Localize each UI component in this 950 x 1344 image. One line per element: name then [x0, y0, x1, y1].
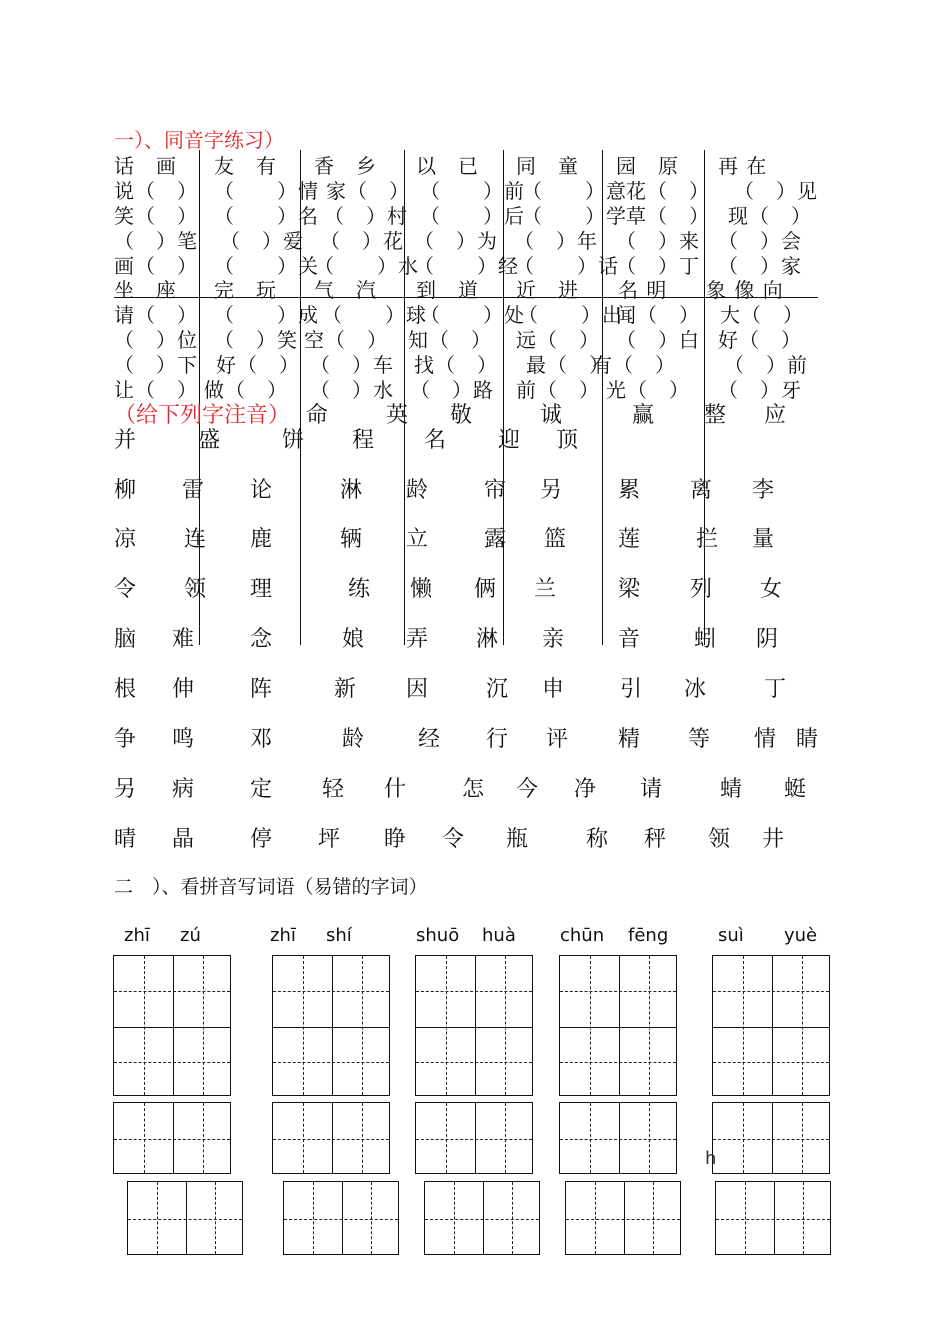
section1-title: 一）、同音字练习） [114, 128, 284, 152]
char: 列 [690, 577, 713, 602]
homophone-row [114, 200, 834, 228]
grid-guide-line [128, 1219, 242, 1220]
char: 梁 [618, 577, 641, 602]
fill-cell: （ ）为 [414, 229, 498, 253]
char-row [114, 822, 834, 852]
grid-guide-line [560, 991, 676, 992]
char: 等 [688, 727, 711, 752]
grid-guide-line [560, 1139, 676, 1140]
char: 定 [250, 777, 273, 802]
fill-cell: （ ）村 [324, 204, 408, 228]
writing-grid-box[interactable] [559, 1102, 677, 1174]
char: 量 [752, 527, 775, 552]
grid-guide-line [745, 1182, 746, 1254]
char: 争 [114, 727, 137, 752]
grid-guide-line [505, 1103, 506, 1173]
header-cell: 香 乡 [314, 154, 377, 178]
writing-grid-box[interactable] [113, 1102, 231, 1174]
grid-cell-divider [772, 1103, 773, 1173]
char-row [114, 672, 834, 702]
fill-cell: 空（ ） [304, 328, 388, 352]
char: 停 [250, 827, 273, 852]
char-row [114, 473, 834, 503]
grid-guide-line [560, 1062, 676, 1063]
char: 敬 [450, 403, 473, 428]
homophone-row [114, 250, 834, 278]
homophone-header-row [114, 274, 834, 302]
char: 净 [574, 777, 597, 802]
fill-cell: 做（ ） [204, 378, 288, 402]
char: 今 [516, 777, 539, 802]
fill-cell: 光（ ） [606, 378, 690, 402]
header-cell: 到 道 [416, 278, 479, 302]
fill-cell: （ ）花 [320, 229, 404, 253]
grid-guide-line [512, 1182, 513, 1254]
char: 程 [352, 428, 375, 453]
fill-cell: 找（ ） [414, 353, 498, 377]
fill-cell: （ ）后 [420, 204, 525, 228]
char: 离 [690, 478, 713, 503]
grid-cell-divider [342, 1182, 343, 1254]
grid-cell-divider [173, 1103, 174, 1173]
char: 鸣 [172, 727, 195, 752]
char: 丁 [764, 677, 787, 702]
char: 诚 [540, 403, 563, 428]
char: 女 [760, 577, 783, 602]
char: 晶 [172, 827, 195, 852]
grid-guide-line [716, 1219, 830, 1220]
char: 整 [704, 403, 727, 428]
char: 引 [620, 677, 643, 702]
fill-cell: （ ）牙 [718, 378, 802, 402]
grid-guide-line [425, 1219, 539, 1220]
fill-cell: （ ）水 [310, 378, 394, 402]
char: 命 [306, 403, 329, 428]
grid-row-divider [273, 1027, 389, 1028]
fill-cell: （ ）丁 [616, 254, 700, 278]
writing-grid-box[interactable] [415, 955, 533, 1096]
char: 领 [184, 577, 207, 602]
char: 瓶 [506, 827, 529, 852]
char: 莲 [618, 527, 641, 552]
char: 淋 [476, 627, 499, 652]
grid-guide-line [362, 1103, 363, 1173]
grid-guide-line [114, 1062, 230, 1063]
char: 龄 [342, 727, 365, 752]
grid-guide-line [215, 1182, 216, 1254]
char: 轻 [322, 777, 345, 802]
fill-cell: 前（ ） [516, 378, 600, 402]
writing-grid-box[interactable] [712, 955, 830, 1096]
fill-cell: 花（ ） [626, 179, 710, 203]
writing-grid-box[interactable] [715, 1181, 831, 1255]
fill-cell: （ ）情 [214, 179, 319, 203]
fill-cell: （ ）见 [734, 179, 818, 203]
char: 根 [114, 677, 137, 702]
fill-cell: （ ）会 [718, 229, 802, 253]
section2-title: 二 ）、看拼音写词语（易错的字词） [114, 876, 428, 898]
grid-guide-line [313, 1182, 314, 1254]
grid-guide-line [649, 956, 650, 1095]
char: 冰 [684, 677, 707, 702]
char: 淋 [340, 478, 363, 503]
char: 鹿 [250, 527, 273, 552]
grid-guide-line [203, 956, 204, 1095]
grid-cell-divider [624, 1182, 625, 1254]
fill-cell: 闻（ ） [616, 303, 700, 327]
fill-cell: 让（ ） [114, 378, 198, 402]
fill-cell: （ ）名 [214, 204, 319, 228]
fill-cell: 画（ ） [114, 254, 198, 278]
char: 睁 [384, 827, 407, 852]
header-cell: 气 汽 [314, 278, 377, 302]
fill-cell: （ ）经 [414, 254, 519, 278]
char: 请 [640, 777, 663, 802]
char: 蚓 [694, 627, 717, 652]
header-cell: 友 有 [214, 154, 277, 178]
pinyin: zú [180, 925, 201, 946]
fill-cell: 大（ ） [720, 303, 804, 327]
char: 晴 [114, 827, 137, 852]
char: 精 [618, 727, 641, 752]
fill-cell: （ ）球 [322, 303, 427, 327]
char: 应 [764, 403, 787, 428]
writing-grid-box[interactable] [283, 1181, 399, 1255]
grid-guide-line [446, 1103, 447, 1173]
grid-guide-line [362, 956, 363, 1095]
fill-cell: 家（ ） [326, 179, 410, 203]
grid-guide-line [371, 1182, 372, 1254]
header-cell: 名 明 [618, 278, 668, 302]
char-row [114, 722, 834, 752]
fill-cell: （ ）路 [410, 378, 494, 402]
char: 经 [418, 727, 441, 752]
grid-row-divider [560, 1027, 676, 1028]
grid-guide-line [114, 1139, 230, 1140]
fill-cell: （ ）车 [310, 353, 394, 377]
fill-cell: 好（ ） [216, 353, 300, 377]
writing-grid-box[interactable] [272, 955, 390, 1096]
grid-guide-line [590, 956, 591, 1095]
char: 伸 [172, 677, 195, 702]
header-cell: 话 画 [114, 154, 177, 178]
fill-cell: （ ）意 [522, 179, 627, 203]
writing-grid-box[interactable] [559, 955, 677, 1096]
writing-grid-box[interactable] [113, 955, 231, 1096]
header-cell: 象 像 向 [706, 278, 784, 302]
char: 怎 [462, 777, 485, 802]
writing-grid-box[interactable] [127, 1181, 243, 1255]
char: 行 [486, 727, 509, 752]
fill-cell: （ ）学 [522, 204, 627, 228]
fill-cell: （ ）前 [420, 179, 525, 203]
grid-guide-line [713, 1062, 829, 1063]
pinyin: fēng [628, 925, 669, 946]
fill-cell: 知（ ） [408, 328, 492, 352]
grid-guide-line [416, 991, 532, 992]
char: 龄 [406, 478, 429, 503]
header-cell: 近 进 [516, 278, 579, 302]
grid-cell-divider [772, 956, 773, 1095]
grid-guide-line [144, 956, 145, 1095]
pinyin: chūn [560, 925, 605, 946]
fill-cell: 有（ ） [592, 353, 676, 377]
header-cell: 同 童 [516, 154, 579, 178]
char: 念 [250, 627, 273, 652]
char: 另 [114, 777, 137, 802]
char: 名 [424, 428, 447, 453]
char: 论 [250, 478, 273, 503]
char: 申 [542, 677, 565, 702]
fill-cell: （ ）出 [518, 303, 623, 327]
char: 饼 [282, 428, 305, 453]
header-cell: 园 原 [616, 154, 679, 178]
char: 邓 [250, 727, 273, 752]
char-row [114, 423, 834, 453]
grid-cell-divider [186, 1182, 187, 1254]
char: 兰 [534, 577, 557, 602]
char: 拦 [696, 527, 719, 552]
grid-guide-line [713, 1139, 829, 1140]
pinyin: shí [326, 925, 352, 946]
fill-cell: （ ）笔 [114, 229, 198, 253]
fill-cell: （ ）来 [616, 229, 700, 253]
char: 秤 [644, 827, 667, 852]
fill-cell: （ ）前 [724, 353, 808, 377]
stray-mark: h [705, 1148, 717, 1169]
grid-guide-line [273, 991, 389, 992]
char: 雷 [182, 478, 205, 503]
char: 赢 [632, 403, 655, 428]
char: 坪 [318, 827, 341, 852]
char: 累 [618, 478, 641, 503]
grid-guide-line [649, 1103, 650, 1173]
fill-cell: （ ）笑 [214, 328, 298, 352]
grid-cell-divider [774, 1182, 775, 1254]
writing-grid-box[interactable] [712, 1102, 830, 1174]
char: 懒 [410, 577, 433, 602]
fill-cell: （ ）位 [114, 328, 198, 352]
grid-cell-divider [619, 1103, 620, 1173]
fill-cell: 说（ ） [114, 179, 198, 203]
homophone-header-row [114, 150, 834, 178]
homophone-row [114, 225, 834, 253]
char: 情 [754, 727, 777, 752]
writing-grid-box[interactable] [565, 1181, 681, 1255]
grid-guide-line [653, 1182, 654, 1254]
fill-cell: （ ）下 [114, 353, 198, 377]
char: 帘 [484, 478, 507, 503]
char: 俩 [474, 577, 497, 602]
homophone-row [114, 324, 834, 352]
grid-guide-line [273, 1062, 389, 1063]
grid-guide-line [416, 1139, 532, 1140]
grid-guide-line [595, 1182, 596, 1254]
char: 英 [386, 403, 409, 428]
char: 沉 [486, 677, 509, 702]
fill-cell: 请（ ） [114, 303, 198, 327]
grid-guide-line [505, 956, 506, 1095]
char: 脑 [114, 627, 137, 652]
char: 难 [172, 627, 195, 652]
pinyin: yuè [784, 925, 818, 946]
fill-cell: （ ）处 [420, 303, 525, 327]
char: 病 [172, 777, 195, 802]
fill-cell: （ ）水 [314, 254, 419, 278]
writing-grid-box[interactable] [424, 1181, 540, 1255]
char: 阴 [756, 627, 779, 652]
grid-guide-line [284, 1219, 398, 1220]
pinyin: shuō [416, 925, 460, 946]
grid-cell-divider [483, 1182, 484, 1254]
pinyin: huà [482, 925, 516, 946]
grid-guide-line [802, 1103, 803, 1173]
header-cell: 以 已 [416, 154, 479, 178]
writing-grid-box[interactable] [415, 1102, 533, 1174]
char-row [114, 622, 834, 652]
char: 睛 [796, 727, 819, 752]
grid-guide-line [802, 956, 803, 1095]
grid-guide-line [303, 1103, 304, 1173]
grid-guide-line [803, 1182, 804, 1254]
homophone-row [114, 349, 834, 377]
pinyin-section-title: （给下列字注音） [114, 403, 291, 428]
homophone-row [114, 299, 834, 327]
char: 亲 [542, 627, 565, 652]
grid-guide-line [416, 1062, 532, 1063]
char: 音 [618, 627, 641, 652]
homophone-row [114, 175, 834, 203]
grid-guide-line [743, 956, 744, 1095]
char: 娘 [342, 627, 365, 652]
char: 连 [184, 527, 207, 552]
fill-cell: （ ）话 [514, 254, 619, 278]
char: 柳 [114, 478, 137, 503]
fill-cell: 草（ ） [626, 204, 710, 228]
fill-cell: 远（ ） [516, 328, 600, 352]
grid-guide-line [203, 1103, 204, 1173]
header-cell: 完 玩 [214, 278, 277, 302]
char: 迎 [498, 428, 521, 453]
char: 蜓 [784, 777, 807, 802]
fill-cell: 现（ ） [728, 204, 812, 228]
grid-guide-line [273, 1139, 389, 1140]
grid-row-divider [416, 1027, 532, 1028]
pinyin: zhī [270, 925, 296, 946]
char-row [114, 572, 834, 602]
grid-guide-line [446, 956, 447, 1095]
grid-guide-line [303, 956, 304, 1095]
char: 并 [114, 428, 137, 453]
fill-cell: 好（ ） [718, 328, 802, 352]
char: 凉 [114, 527, 137, 552]
char: 理 [250, 577, 273, 602]
char: 因 [406, 677, 429, 702]
char: 什 [384, 777, 407, 802]
char: 令 [442, 827, 465, 852]
char: 露 [484, 527, 507, 552]
char: 称 [586, 827, 609, 852]
fill-cell: （ ）成 [214, 303, 319, 327]
fill-cell: （ ）白 [616, 328, 700, 352]
grid-guide-line [743, 1103, 744, 1173]
grid-guide-line [157, 1182, 158, 1254]
grid-guide-line [566, 1219, 680, 1220]
grid-guide-line [713, 991, 829, 992]
char: 盛 [198, 428, 221, 453]
char: 令 [114, 577, 137, 602]
writing-grid-box[interactable] [272, 1102, 390, 1174]
fill-cell: （ ）年 [514, 229, 598, 253]
grid-cell-divider [332, 1103, 333, 1173]
grid-guide-line [454, 1182, 455, 1254]
fill-cell: 最（ ） [526, 353, 610, 377]
char: 蜻 [720, 777, 743, 802]
grid-cell-divider [475, 956, 476, 1095]
char-row [114, 772, 834, 802]
homophone-row [114, 374, 834, 402]
fill-cell: 笑（ ） [114, 204, 198, 228]
char: 弄 [406, 627, 429, 652]
char: 辆 [340, 527, 363, 552]
grid-row-divider [114, 1027, 230, 1028]
char-row [114, 522, 834, 552]
fill-cell: （ ）家 [718, 254, 802, 278]
char: 阵 [250, 677, 273, 702]
grid-guide-line [114, 991, 230, 992]
char: 井 [762, 827, 785, 852]
grid-guide-line [144, 1103, 145, 1173]
grid-row-divider [713, 1027, 829, 1028]
char: 立 [406, 527, 429, 552]
grid-guide-line [590, 1103, 591, 1173]
char: 领 [708, 827, 731, 852]
pinyin: suì [718, 925, 744, 946]
grid-cell-divider [173, 956, 174, 1095]
pinyin: zhī [124, 925, 150, 946]
char: 评 [546, 727, 569, 752]
grid-cell-divider [332, 956, 333, 1095]
char: 新 [334, 677, 357, 702]
grid-cell-divider [475, 1103, 476, 1173]
char: 另 [540, 478, 563, 503]
grid-cell-divider [619, 956, 620, 1095]
char: 李 [752, 478, 775, 503]
header-cell: 再 在 [718, 154, 768, 178]
fill-cell: （ ）关 [214, 254, 319, 278]
fill-cell: （ ）爱 [220, 229, 304, 253]
char: 练 [348, 577, 371, 602]
char: 顶 [556, 428, 579, 453]
char: 篮 [544, 527, 567, 552]
header-cell: 坐 座 [114, 278, 177, 302]
